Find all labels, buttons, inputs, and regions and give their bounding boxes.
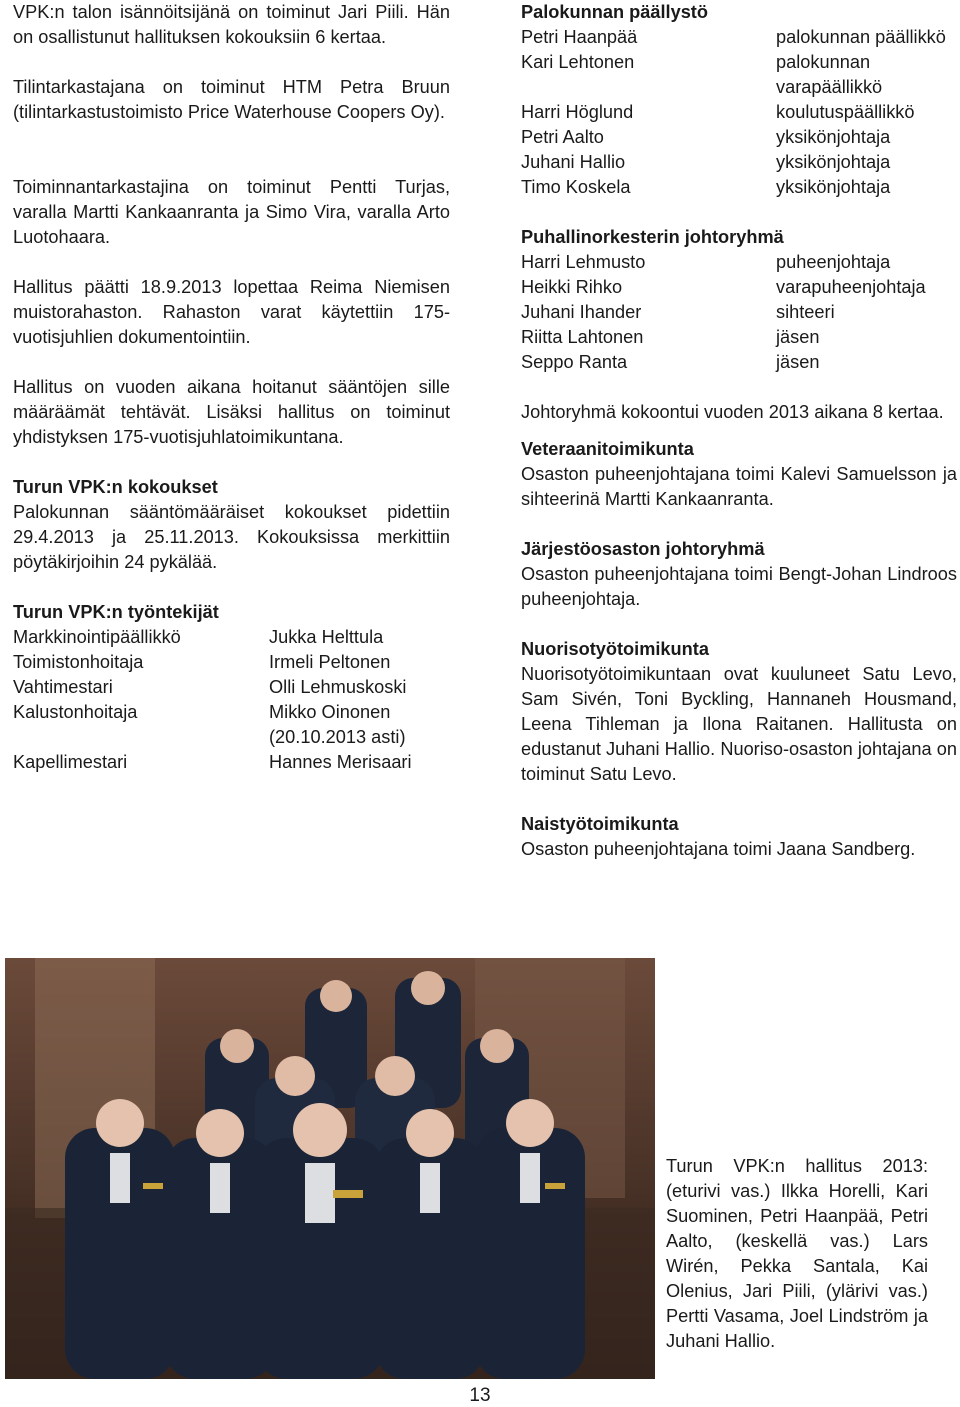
chief-officers-list — [521, 25, 957, 200]
officer-title: palokunnan varapäällikkö — [776, 52, 883, 97]
staff-heading: Turun VPK:n työntekijät — [13, 602, 219, 622]
veteran-committee-heading: Veteraanitoimikunta — [521, 439, 694, 459]
officer-row — [521, 150, 957, 175]
memorial-fund-paragraph: Hallitus päätti 18.9.2013 lopettaa Reima Niemisen muistorahaston. Rahaston varat käytettiin 175-vuotisjuhlien dokumentointiin. — [13, 277, 450, 347]
board-duties-paragraph: Hallitus on vuoden aikana hoitanut sääntöjen sille määräämät tehtävät. Lisäksi hallitus on toiminut yhdistyksen 175-vuotisjuhlatoimikuntana. — [13, 377, 450, 447]
band-committee-list — [521, 250, 957, 375]
officer-row — [521, 125, 957, 150]
page-number: 13 — [469, 1385, 491, 1406]
youth-committee-text: Nuorisotyötoimikuntaan ovat kuuluneet Satu Levo, Sam Sivén, Toni Byckling, Hannaneh Housmand, Leena Tihleman ja Ilona Raitanen. Hallitusta on edustanut Juhani Hallio. Nuoriso-osaston johtajana on toiminut Satu Levo. — [521, 664, 957, 784]
band-member-row — [521, 300, 957, 325]
officer-title: palokunnan päällikkö — [776, 27, 946, 47]
band-member-role: jäsen — [776, 352, 820, 372]
operations-auditor-paragraph: Toiminnantarkastajina on toiminut Pentti Turjas, varalla Martti Kankaanranta ja Simo Vira, varalla Arto Luotohaara. — [13, 177, 450, 247]
staff-name: Mikko Oinonen — [269, 702, 391, 722]
organisation-committee-text: Osaston puheenjohtajana toimi Bengt-Johan Lindroos puheenjohtaja. — [521, 564, 957, 609]
band-member-role: sihteeri — [776, 302, 835, 322]
staff-role: Vahtimestari — [13, 677, 113, 697]
staff-row — [13, 650, 450, 675]
officer-title: yksikönjohtaja — [776, 127, 891, 147]
officer-name: Timo Koskela — [521, 177, 631, 197]
band-member-role: varapuheenjohtaja — [776, 277, 926, 297]
staff-row — [13, 750, 450, 775]
officer-name: Petri Haanpää — [521, 27, 638, 47]
womens-committee-heading: Naistyötoimikunta — [521, 814, 679, 834]
band-member-row — [521, 350, 957, 375]
officer-name: Kari Lehtonen — [521, 52, 635, 72]
intro-paragraph: VPK:n talon isännöitsijänä on toiminut Jari Piili. Hän on osallistunut hallituksen kokouksiin 6 kertaa. — [13, 2, 450, 47]
staff-role: Kapellimestari — [13, 752, 128, 772]
staff-role: Toimistonhoitaja — [13, 652, 144, 672]
staff-row — [13, 675, 450, 700]
band-member-role: puheenjohtaja — [776, 252, 891, 272]
staff-role: Kalustonhoitaja — [13, 702, 138, 722]
left-column — [13, 0, 450, 775]
staff-list — [13, 625, 450, 775]
staff-row — [13, 725, 450, 750]
band-member-name: Heikki Rihko — [521, 277, 623, 297]
staff-name: Jukka Helttula — [269, 627, 384, 647]
staff-role: Markkinointipäällikkö — [13, 627, 181, 647]
meetings-paragraph: Palokunnan sääntömääräiset kokoukset pidettiin 29.4.2013 ja 25.11.2013. Kokouksissa merkittiin pöytäkirjoihin 24 pykälää. — [13, 502, 450, 572]
photo-caption: Turun VPK:n hallitus 2013: (eturivi vas.) Ilkka Horelli, Kari Suominen, Petri Haanpää, Petri Aalto, (keskellä vas.) Lars Wirén, Pekka Santala, Kai Olenius, Jari Piili, (ylärivi vas.) Pertti Vasama, Joel Lindström ja Juhani Hallio. — [666, 1156, 928, 1352]
staff-name: (20.10.2013 asti) — [269, 727, 406, 747]
staff-role — [13, 725, 269, 750]
meetings-heading: Turun VPK:n kokoukset — [13, 477, 218, 497]
band-meetings-note: Johtoryhmä kokoontui vuoden 2013 aikana 8 kertaa. — [521, 402, 944, 422]
staff-name: Irmeli Peltonen — [269, 652, 391, 672]
officer-title: yksikönjohtaja — [776, 152, 891, 172]
group-photo-illustration — [5, 958, 655, 1379]
youth-committee-heading: Nuorisotyötoimikunta — [521, 639, 709, 659]
staff-row — [13, 625, 450, 650]
band-member-role: jäsen — [776, 327, 820, 347]
band-member-row — [521, 250, 957, 275]
officer-title: koulutuspäällikkö — [776, 102, 915, 122]
veteran-committee-text: Osaston puheenjohtajana toimi Kalevi Samuelsson ja sihteerinä Martti Kankaanranta. — [521, 464, 957, 509]
staff-name: Hannes Merisaari — [269, 752, 412, 772]
band-member-name: Riitta Lahtonen — [521, 327, 644, 347]
organisation-committee-heading: Järjestöosaston johtoryhmä — [521, 539, 765, 559]
officer-title: yksikönjohtaja — [776, 177, 891, 197]
band-member-name: Seppo Ranta — [521, 352, 628, 372]
chief-officers-heading: Palokunnan päällystö — [521, 2, 708, 22]
board-group-photo — [5, 958, 655, 1379]
band-member-row — [521, 275, 957, 300]
womens-committee-text: Osaston puheenjohtajana toimi Jaana Sandberg. — [521, 839, 916, 859]
band-member-row — [521, 325, 957, 350]
staff-row — [13, 700, 450, 725]
officer-name: Harri Höglund — [521, 102, 634, 122]
officer-row — [521, 50, 957, 100]
band-member-name: Harri Lehmusto — [521, 252, 646, 272]
auditor-paragraph: Tilintarkastajana on toiminut HTM Petra Bruun (tilintarkastustoimisto Price Waterhouse Coopers Oy). — [13, 77, 450, 122]
officer-row — [521, 175, 957, 200]
officer-name: Juhani Hallio — [521, 152, 626, 172]
officer-row — [521, 25, 957, 50]
band-committee-heading: Puhallinorkesterin johtoryhmä — [521, 227, 784, 247]
band-member-name: Juhani Ihander — [521, 302, 642, 322]
staff-name: Olli Lehmuskoski — [269, 677, 407, 697]
right-column — [521, 0, 957, 862]
officer-row — [521, 100, 957, 125]
officer-name: Petri Aalto — [521, 127, 604, 147]
